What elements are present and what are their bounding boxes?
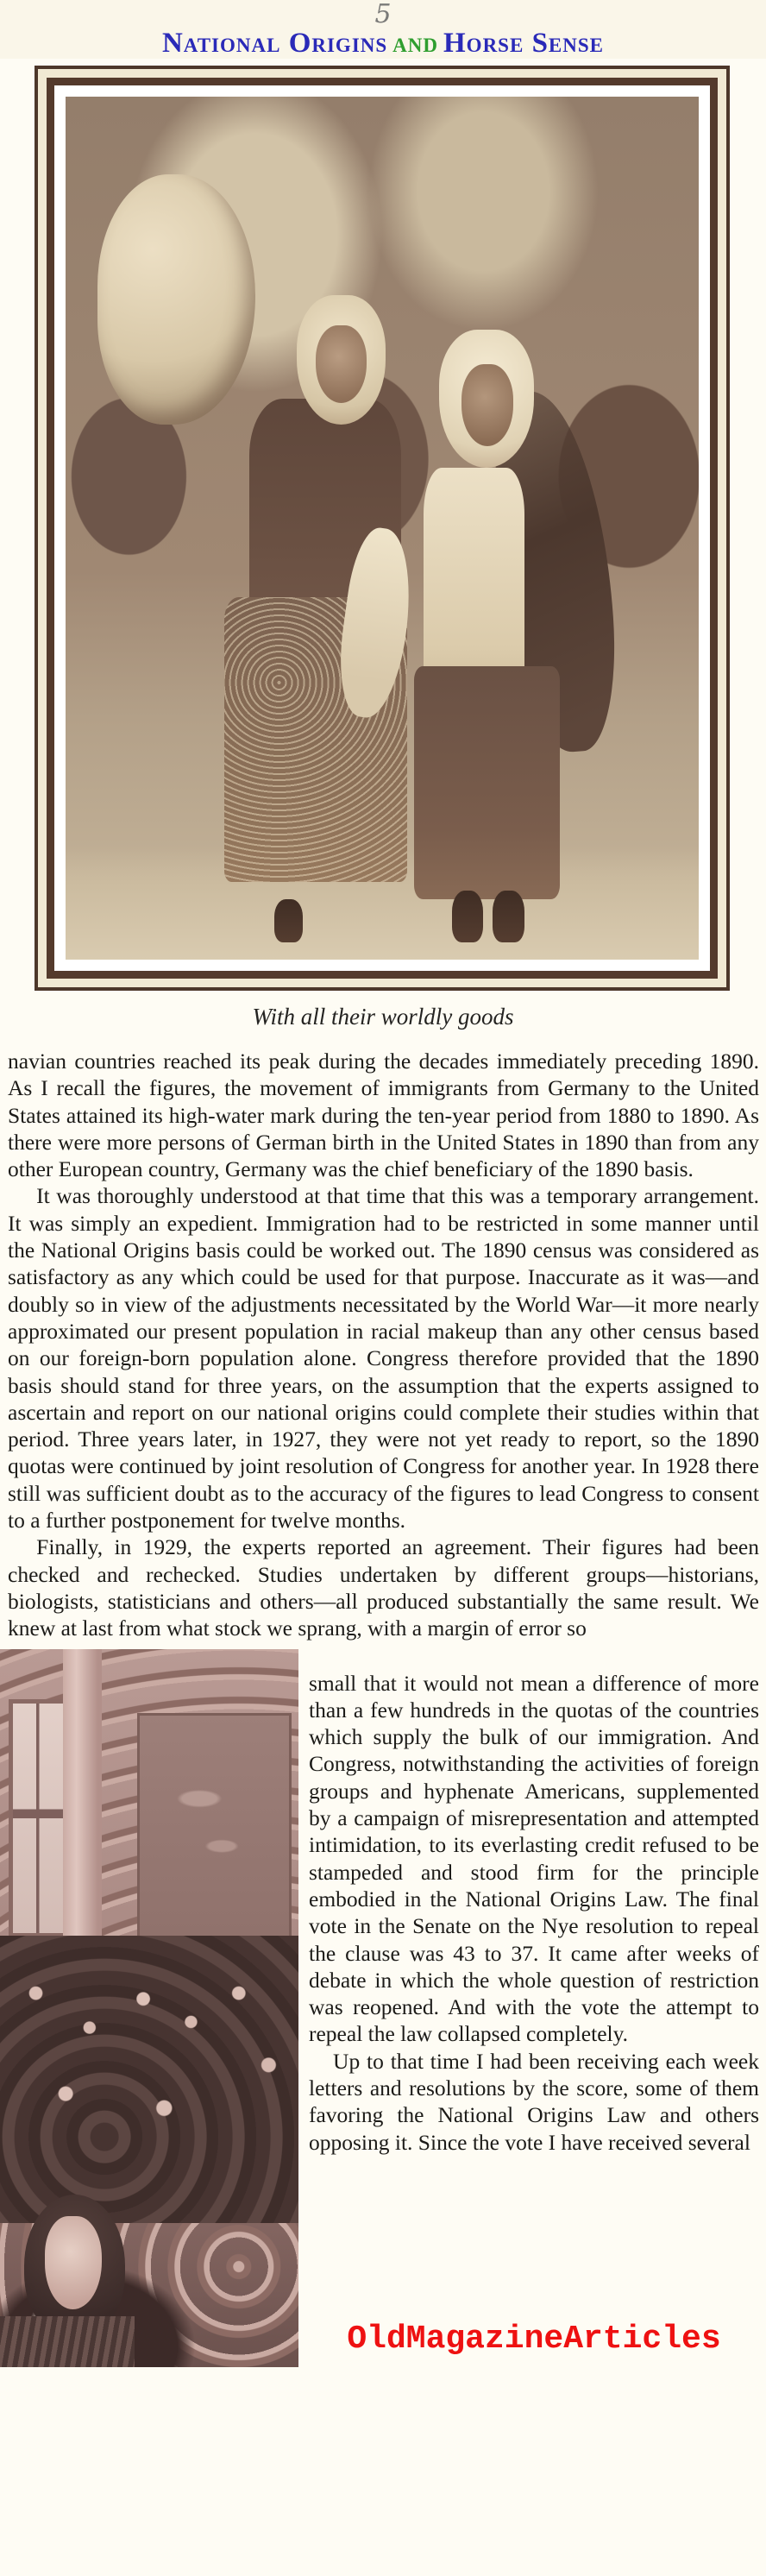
paragraph-3-lead: Finally, in 1929, the experts reported an agreement. Their figures had been checked and rechecked. Studies undertaken by different groups—historians, biologists, statisticians and others—all produced substantially the same result. We knew at last from what stock we sprang, with a margin of error so [8, 1534, 759, 1641]
blackboard-shape [137, 1713, 292, 1956]
title-and-word: and [392, 28, 439, 59]
top-photo-frame [35, 66, 730, 991]
watermark-text: OldMagazineArticles [347, 2321, 721, 2359]
bottom-section [0, 1649, 766, 2367]
foreground-woman-coat [0, 2316, 135, 2366]
boot-shape [493, 891, 524, 942]
immigrant-women-photo [66, 97, 699, 960]
paragraph-continuation: navian countries reached its peak during the decades immediately preceding 1890. As I recall the figures, the movement of immigrants from Germany to the United States attained its high-water mark during the ten-year period from 1880 to 1890. As there were more persons of German birth in the United States in 1890 than from any other European country, Germany was the chief beneficiary of the 1890 basis. [8, 1049, 759, 1182]
title-part-1: National Origins [161, 28, 388, 59]
page-number: 5 [374, 0, 392, 29]
immigrant-hall-photo [0, 1649, 298, 2367]
paragraph-2: It was thoroughly understood at that time that this was a temporary arrangement. It was simply an expedient. Immigration had to be restricted in some manner until the National Origins basis could be worked out. The 1890 census was considered as satisfactory as any which could be used for that purpose. Inaccurate as it was—and doubly so in view of the adjustments necessitated by the World War—it more nearly approximated our present population in racial makeup than any other census based on our foreign-born population alone. Congress therefore provided that the 1890 basis should stand for three years, on the assumption that the experts assigned to ascertain and report on our national origins could complete their studies within that period. Three years later, in 1927, they were not yet ready to report, so the 1890 quotas were continued by joint resolution of Congress for another year. In 1928 there still was sufficient doubt as to the accuracy of the figures to lead Congress to consent to a further postponement for twelve months. [8, 1183, 759, 1534]
left-woman-face [316, 325, 367, 403]
wrapped-text-column [298, 1649, 766, 2367]
window-shape [9, 1699, 68, 1937]
crowd-shapes [0, 1936, 298, 2223]
foreground-woman-face [45, 2216, 102, 2309]
paragraph-3-wrap: small that it would not mean a difference of more than a few hundreds in the quotas of the countries which supply the bulk of our immigration. And Congress, notwithstanding the activities of foreign groups and hyphenate Americans, supplemented by a campaign of misrepresentation and attempted intimidation, to its everlasting credit refused to be stampeded and stood firm for the principle embodied in the National Origins Law. The final vote in the Senate on the Nye resolution to repeal the clause was 43 to 37. It came after weeks of debate in which the whole question of restriction was reopened. And with the vote the attempt to repeal the law collapsed completely. [309, 1670, 759, 2047]
paragraph-4: Up to that time I had been receiving each week letters and resolutions by the score, some of them favoring the National Origins Law and others opposing it. Since the vote I have received several [309, 2048, 759, 2155]
article-body [0, 1041, 766, 1642]
boot-shape [274, 899, 303, 942]
top-photo-caption: With all their worldly goods [252, 1004, 514, 1030]
bundle-shape [97, 174, 256, 425]
boot-shape [452, 891, 484, 942]
right-woman-skirt [414, 666, 560, 899]
article-title [0, 28, 766, 59]
top-photo-mat [47, 78, 718, 979]
page-header [0, 0, 766, 59]
title-part-2: Horse Sense [443, 28, 605, 59]
right-woman-face [461, 364, 513, 446]
